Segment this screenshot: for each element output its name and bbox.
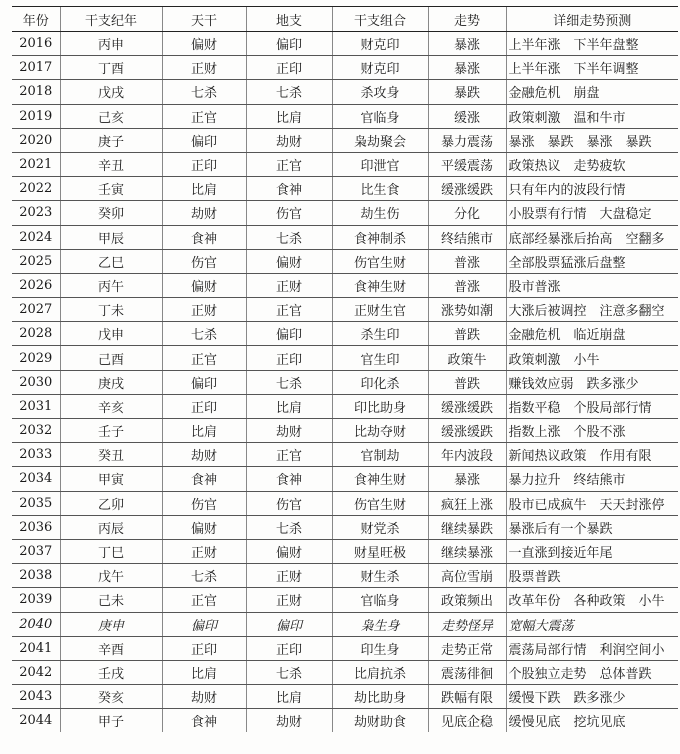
- detailed-forecast-cell: 指数平稳 个股局部行情: [506, 394, 678, 418]
- header-earthly-branch: 地支: [246, 7, 332, 32]
- table-row: [12, 322, 678, 346]
- ganzhi-combination-cell: 伤官生财: [332, 491, 428, 515]
- year-cell: 2024: [12, 225, 60, 249]
- heavenly-stem-cell: 偏印: [162, 370, 246, 394]
- year-cell: 2036: [12, 515, 60, 539]
- trend-cell: 缓涨缓跌: [428, 177, 506, 201]
- detailed-forecast-cell: 缓慢下跌 跌多涨少: [506, 685, 678, 709]
- ganzhi-combination-cell: 杀攻身: [332, 80, 428, 104]
- ganzhi-combination-cell: 财克印: [332, 56, 428, 80]
- earthly-branch-cell: 正印: [246, 636, 332, 660]
- heavenly-stem-cell: 正官: [162, 346, 246, 370]
- ganzhi-combination-cell: 财克印: [332, 32, 428, 56]
- trend-cell: 暴力震荡: [428, 128, 506, 152]
- earthly-branch-cell: 七杀: [246, 80, 332, 104]
- detailed-forecast-cell: 政策刺激 小牛: [506, 346, 678, 370]
- heavenly-stem-cell: 偏印: [162, 612, 246, 636]
- ganzhi-combination-cell: 比肩抗杀: [332, 660, 428, 684]
- table-row: [12, 467, 678, 491]
- heavenly-stem-cell: 比肩: [162, 419, 246, 443]
- trend-cell: 见底企稳: [428, 709, 506, 733]
- ganzhi-combination-cell: 官临身: [332, 104, 428, 128]
- trend-cell: 年内波段: [428, 443, 506, 467]
- trend-cell: 走势正常: [428, 636, 506, 660]
- ganzhi-year-cell: 丙午: [60, 273, 162, 297]
- trend-cell: 跌幅有限: [428, 685, 506, 709]
- earthly-branch-cell: 正印: [246, 56, 332, 80]
- earthly-branch-cell: 伤官: [246, 201, 332, 225]
- table-row: [12, 564, 678, 588]
- ganzhi-combination-cell: 比生食: [332, 177, 428, 201]
- heavenly-stem-cell: 劫财: [162, 685, 246, 709]
- ganzhi-year-cell: 癸丑: [60, 443, 162, 467]
- ganzhi-combination-cell: 官临身: [332, 588, 428, 612]
- year-cell: 2023: [12, 201, 60, 225]
- table-row: [12, 152, 678, 176]
- year-cell: 2021: [12, 152, 60, 176]
- trend-cell: 涨势如潮: [428, 298, 506, 322]
- ganzhi-year-cell: 辛亥: [60, 394, 162, 418]
- table-row: [12, 612, 678, 636]
- header-ganzhi-combination: 干支组合: [332, 7, 428, 32]
- trend-cell: 普跌: [428, 370, 506, 394]
- ganzhi-combination-cell: 食神制杀: [332, 225, 428, 249]
- ganzhi-combination-cell: 印化杀: [332, 370, 428, 394]
- table-row: [12, 685, 678, 709]
- ganzhi-year-cell: 辛酉: [60, 636, 162, 660]
- trend-cell: 走势怪异: [428, 612, 506, 636]
- trend-cell: 普涨: [428, 273, 506, 297]
- trend-cell: 高位雪崩: [428, 564, 506, 588]
- trend-cell: 暴涨: [428, 32, 506, 56]
- ganzhi-year-cell: 庚戌: [60, 370, 162, 394]
- table-row: [12, 177, 678, 201]
- detailed-forecast-cell: 金融危机 崩盘: [506, 80, 678, 104]
- year-cell: 2020: [12, 128, 60, 152]
- year-cell: 2040: [12, 612, 60, 636]
- table-row: [12, 491, 678, 515]
- table-row: [12, 32, 678, 56]
- earthly-branch-cell: 偏财: [246, 249, 332, 273]
- detailed-forecast-cell: 震荡局部行情 利润空间小: [506, 636, 678, 660]
- earthly-branch-cell: 劫财: [246, 419, 332, 443]
- earthly-branch-cell: 正财: [246, 588, 332, 612]
- detailed-forecast-cell: 股市普涨: [506, 273, 678, 297]
- table-row: [12, 636, 678, 660]
- ganzhi-year-cell: 癸卯: [60, 201, 162, 225]
- detailed-forecast-cell: 政策热议 走势疲软: [506, 152, 678, 176]
- heavenly-stem-cell: 劫财: [162, 201, 246, 225]
- header-detailed-forecast: 详细走势预测: [506, 7, 678, 32]
- heavenly-stem-cell: 正财: [162, 298, 246, 322]
- table-row: [12, 80, 678, 104]
- table-row: [12, 370, 678, 394]
- trend-cell: 分化: [428, 201, 506, 225]
- detailed-forecast-cell: 个股独立走势 总体普跌: [506, 660, 678, 684]
- ganzhi-year-cell: 己酉: [60, 346, 162, 370]
- ganzhi-year-cell: 戊戌: [60, 80, 162, 104]
- heavenly-stem-cell: 正官: [162, 588, 246, 612]
- header-ganzhi-year: 干支纪年: [60, 7, 162, 32]
- detailed-forecast-cell: 政策刺激 温和牛市: [506, 104, 678, 128]
- year-cell: 2035: [12, 491, 60, 515]
- table-row: [12, 298, 678, 322]
- detailed-forecast-cell: 全部股票猛涨后盘整: [506, 249, 678, 273]
- ganzhi-combination-cell: 财星旺极: [332, 539, 428, 563]
- ganzhi-year-cell: 丙申: [60, 32, 162, 56]
- ganzhi-year-cell: 庚子: [60, 128, 162, 152]
- detailed-forecast-cell: 只有年内的波段行情: [506, 177, 678, 201]
- ganzhi-year-cell: 乙巳: [60, 249, 162, 273]
- table-row: [12, 225, 678, 249]
- market-forecast-table: [12, 6, 678, 732]
- trend-cell: 政策频出: [428, 588, 506, 612]
- earthly-branch-cell: 比肩: [246, 685, 332, 709]
- earthly-branch-cell: 正财: [246, 564, 332, 588]
- heavenly-stem-cell: 偏财: [162, 515, 246, 539]
- heavenly-stem-cell: 正印: [162, 636, 246, 660]
- ganzhi-year-cell: 丁酉: [60, 56, 162, 80]
- earthly-branch-cell: 正官: [246, 298, 332, 322]
- heavenly-stem-cell: 正印: [162, 152, 246, 176]
- detailed-forecast-cell: 股市已成疯牛 天天封涨停: [506, 491, 678, 515]
- ganzhi-combination-cell: 食神生财: [332, 467, 428, 491]
- ganzhi-combination-cell: 官制劫: [332, 443, 428, 467]
- heavenly-stem-cell: 正财: [162, 56, 246, 80]
- year-cell: 2034: [12, 467, 60, 491]
- year-cell: 2039: [12, 588, 60, 612]
- ganzhi-year-cell: 戊申: [60, 322, 162, 346]
- year-cell: 2041: [12, 636, 60, 660]
- ganzhi-year-cell: 庚申: [60, 612, 162, 636]
- trend-cell: 缓涨缓跌: [428, 419, 506, 443]
- table-row: [12, 660, 678, 684]
- year-cell: 2017: [12, 56, 60, 80]
- ganzhi-combination-cell: 官生印: [332, 346, 428, 370]
- trend-cell: 平缓震荡: [428, 152, 506, 176]
- year-cell: 2038: [12, 564, 60, 588]
- earthly-branch-cell: 七杀: [246, 370, 332, 394]
- year-cell: 2042: [12, 660, 60, 684]
- heavenly-stem-cell: 伤官: [162, 249, 246, 273]
- heavenly-stem-cell: 正印: [162, 394, 246, 418]
- year-cell: 2028: [12, 322, 60, 346]
- year-cell: 2031: [12, 394, 60, 418]
- earthly-branch-cell: 比肩: [246, 104, 332, 128]
- table-row: [12, 273, 678, 297]
- trend-cell: 暴涨: [428, 56, 506, 80]
- ganzhi-combination-cell: 财党杀: [332, 515, 428, 539]
- ganzhi-year-cell: 丁巳: [60, 539, 162, 563]
- ganzhi-combination-cell: 枭劫聚会: [332, 128, 428, 152]
- year-cell: 2022: [12, 177, 60, 201]
- ganzhi-combination-cell: 劫生伤: [332, 201, 428, 225]
- year-cell: 2032: [12, 419, 60, 443]
- table-row: [12, 588, 678, 612]
- table-row: [12, 539, 678, 563]
- year-cell: 2016: [12, 32, 60, 56]
- ganzhi-year-cell: 乙卯: [60, 491, 162, 515]
- heavenly-stem-cell: 七杀: [162, 564, 246, 588]
- earthly-branch-cell: 劫财: [246, 709, 332, 733]
- heavenly-stem-cell: 正财: [162, 539, 246, 563]
- detailed-forecast-cell: 一直涨到接近年尾: [506, 539, 678, 563]
- earthly-branch-cell: 食神: [246, 177, 332, 201]
- detailed-forecast-cell: 金融危机 临近崩盘: [506, 322, 678, 346]
- ganzhi-year-cell: 癸亥: [60, 685, 162, 709]
- table-row: [12, 104, 678, 128]
- trend-cell: 疯狂上涨: [428, 491, 506, 515]
- table-row: [12, 515, 678, 539]
- heavenly-stem-cell: 比肩: [162, 660, 246, 684]
- detailed-forecast-cell: 暴涨 暴跌 暴涨 暴跌: [506, 128, 678, 152]
- trend-cell: 普涨: [428, 249, 506, 273]
- earthly-branch-cell: 七杀: [246, 660, 332, 684]
- trend-cell: 震荡徘徊: [428, 660, 506, 684]
- heavenly-stem-cell: 食神: [162, 225, 246, 249]
- header-year: 年份: [12, 7, 60, 32]
- ganzhi-combination-cell: 印生身: [332, 636, 428, 660]
- earthly-branch-cell: 偏印: [246, 612, 332, 636]
- heavenly-stem-cell: 偏印: [162, 128, 246, 152]
- earthly-branch-cell: 正财: [246, 273, 332, 297]
- detailed-forecast-cell: 小股票有行情 大盘稳定: [506, 201, 678, 225]
- table-row: [12, 201, 678, 225]
- ganzhi-year-cell: 戊午: [60, 564, 162, 588]
- ganzhi-combination-cell: 伤官生财: [332, 249, 428, 273]
- heavenly-stem-cell: 伤官: [162, 491, 246, 515]
- year-cell: 2018: [12, 80, 60, 104]
- detailed-forecast-cell: 暴力拉升 终结熊市: [506, 467, 678, 491]
- heavenly-stem-cell: 正官: [162, 104, 246, 128]
- ganzhi-year-cell: 丙辰: [60, 515, 162, 539]
- ganzhi-combination-cell: 财生杀: [332, 564, 428, 588]
- trend-cell: 继续暴涨: [428, 539, 506, 563]
- year-cell: 2019: [12, 104, 60, 128]
- header-heavenly-stem: 天干: [162, 7, 246, 32]
- trend-cell: 普跌: [428, 322, 506, 346]
- earthly-branch-cell: 食神: [246, 467, 332, 491]
- trend-cell: 终结熊市: [428, 225, 506, 249]
- detailed-forecast-cell: 缓慢见底 挖坑见底: [506, 709, 678, 733]
- heavenly-stem-cell: 食神: [162, 709, 246, 733]
- ganzhi-year-cell: 壬子: [60, 419, 162, 443]
- detailed-forecast-cell: 改革年份 各种政策 小牛: [506, 588, 678, 612]
- earthly-branch-cell: 比肩: [246, 394, 332, 418]
- heavenly-stem-cell: 偏财: [162, 273, 246, 297]
- ganzhi-combination-cell: 比劫夺财: [332, 419, 428, 443]
- ganzhi-combination-cell: 印比助身: [332, 394, 428, 418]
- ganzhi-year-cell: 甲寅: [60, 467, 162, 491]
- trend-cell: 缓涨缓跌: [428, 394, 506, 418]
- heavenly-stem-cell: 偏财: [162, 32, 246, 56]
- table-row: [12, 709, 678, 733]
- ganzhi-year-cell: 己未: [60, 588, 162, 612]
- detailed-forecast-cell: 股票普跌: [506, 564, 678, 588]
- heavenly-stem-cell: 比肩: [162, 177, 246, 201]
- header-trend: 走势: [428, 7, 506, 32]
- header-row: [12, 7, 678, 32]
- ganzhi-year-cell: 辛丑: [60, 152, 162, 176]
- trend-cell: 暴涨: [428, 467, 506, 491]
- trend-cell: 暴跌: [428, 80, 506, 104]
- earthly-branch-cell: 偏财: [246, 539, 332, 563]
- year-cell: 2033: [12, 443, 60, 467]
- year-cell: 2030: [12, 370, 60, 394]
- year-cell: 2027: [12, 298, 60, 322]
- table-row: [12, 128, 678, 152]
- ganzhi-year-cell: 壬寅: [60, 177, 162, 201]
- table-body: [12, 32, 678, 733]
- ganzhi-combination-cell: 正财生官: [332, 298, 428, 322]
- heavenly-stem-cell: 劫财: [162, 443, 246, 467]
- earthly-branch-cell: 正印: [246, 346, 332, 370]
- heavenly-stem-cell: 食神: [162, 467, 246, 491]
- detailed-forecast-cell: 宽幅大震荡: [506, 612, 678, 636]
- heavenly-stem-cell: 七杀: [162, 80, 246, 104]
- ganzhi-combination-cell: 劫比助身: [332, 685, 428, 709]
- year-cell: 2043: [12, 685, 60, 709]
- earthly-branch-cell: 七杀: [246, 225, 332, 249]
- trend-cell: 缓涨: [428, 104, 506, 128]
- year-cell: 2029: [12, 346, 60, 370]
- table-header: [12, 7, 678, 32]
- detailed-forecast-cell: 上半年涨 下半年调整: [506, 56, 678, 80]
- detailed-forecast-cell: 上半年涨 下半年盘整: [506, 32, 678, 56]
- earthly-branch-cell: 劫财: [246, 128, 332, 152]
- table-row: [12, 56, 678, 80]
- trend-cell: 政策牛: [428, 346, 506, 370]
- detailed-forecast-cell: 指数上涨 个股不涨: [506, 419, 678, 443]
- table-row: [12, 394, 678, 418]
- year-cell: 2025: [12, 249, 60, 273]
- table-row: [12, 249, 678, 273]
- earthly-branch-cell: 正官: [246, 152, 332, 176]
- table-row: [12, 443, 678, 467]
- earthly-branch-cell: 七杀: [246, 515, 332, 539]
- earthly-branch-cell: 正官: [246, 443, 332, 467]
- ganzhi-combination-cell: 枭生身: [332, 612, 428, 636]
- earthly-branch-cell: 伤官: [246, 491, 332, 515]
- detailed-forecast-cell: 大涨后被调控 注意多翻空: [506, 298, 678, 322]
- table-row: [12, 419, 678, 443]
- trend-cell: 继续暴跌: [428, 515, 506, 539]
- year-cell: 2037: [12, 539, 60, 563]
- earthly-branch-cell: 偏印: [246, 322, 332, 346]
- year-cell: 2044: [19, 713, 53, 729]
- detailed-forecast-cell: 赚钱效应弱 跌多涨少: [506, 370, 678, 394]
- ganzhi-year-cell: 丁未: [60, 298, 162, 322]
- earthly-branch-cell: 偏印: [246, 32, 332, 56]
- ganzhi-combination-cell: 印泄官: [332, 152, 428, 176]
- ganzhi-combination-cell: 食神生财: [332, 273, 428, 297]
- detailed-forecast-cell: 底部经暴涨后抬高 空翻多: [506, 225, 678, 249]
- ganzhi-year-cell: 壬戌: [60, 660, 162, 684]
- ganzhi-year-cell: 甲辰: [60, 225, 162, 249]
- ganzhi-year-cell: 甲子: [60, 709, 162, 733]
- ganzhi-combination-cell: 杀生印: [332, 322, 428, 346]
- heavenly-stem-cell: 七杀: [162, 322, 246, 346]
- detailed-forecast-cell: 新闻热议政策 作用有限: [506, 443, 678, 467]
- year-cell: 2026: [12, 273, 60, 297]
- ganzhi-combination-cell: 劫财助食: [332, 709, 428, 733]
- table-row: [12, 346, 678, 370]
- detailed-forecast-cell: 暴涨后有一个暴跌: [506, 515, 678, 539]
- ganzhi-year-cell: 己亥: [60, 104, 162, 128]
